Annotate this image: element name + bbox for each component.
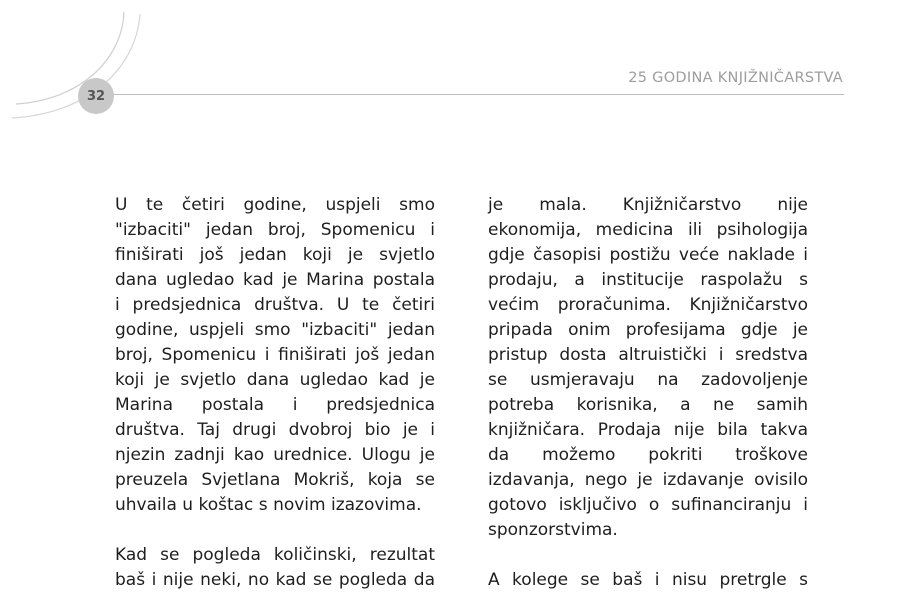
text-line: se usmjeravaju na zadovoljenje: [488, 370, 808, 390]
left-paragraph-2: [115, 543, 435, 593]
running-title: 25 GODINA KNJIŽNIČARSTVA: [628, 70, 843, 86]
text-line: sponzorstvima.: [488, 520, 618, 540]
text-line: "izbaciti" jedan broj, Spomenicu i: [115, 220, 435, 240]
text-line: knjižničara. Prodaja nije bila takva: [488, 420, 808, 440]
text-line: je mala. Knjižničarstvo nije: [488, 195, 808, 215]
text-line: i predsjednica društva. U te četiri: [115, 295, 435, 315]
text-line: koji je svjetlo dana ugledao kad je: [115, 370, 435, 390]
text-line: preuzela Svjetlana Mokriš, koja se: [115, 470, 435, 490]
text-line: većim proračunima. Knjižničarstvo: [488, 295, 808, 315]
text-line: pripada onim profesijama gdje je: [488, 320, 808, 340]
text-line: gotovo isključivo o sufinanciranju i: [488, 495, 808, 515]
text-line: prodaju, a institucije raspolažu s: [488, 270, 808, 290]
text-line: baš i nije neki, no kad se pogleda da: [115, 570, 435, 590]
text-line: U te četiri godine, uspjeli smo: [115, 195, 435, 215]
left-paragraph-1: [115, 193, 435, 518]
text-line: ekonomija, medicina ili psihologija: [488, 220, 808, 240]
text-line: broj, Spomenicu i finiširati još jedan: [115, 345, 435, 365]
left-column: [115, 193, 435, 593]
decorative-arc: [0, 0, 160, 130]
right-paragraph-2: [488, 568, 808, 593]
text-line: dana ugledao kad je Marina postala: [115, 270, 435, 290]
text-line: Kad se pogleda količinski, rezultat: [115, 545, 435, 565]
text-line: Marina postala i predsjednica: [115, 395, 435, 415]
text-line: njezin zadnji kao urednice. Ulogu je: [115, 445, 435, 465]
text-line: potreba korisnika, a ne samih: [488, 395, 808, 415]
text-line: A kolege se baš i nisu pretrgle s: [488, 570, 808, 590]
text-line: gdje časopisi postižu veće naklade i: [488, 245, 808, 265]
text-line: društva. Taj drugi dvobroj bio je i: [115, 420, 435, 440]
right-column: [488, 193, 808, 593]
page-number-badge: [78, 78, 114, 114]
text-line: izdavanja, nego je izdavanje ovisilo: [488, 470, 808, 490]
header-rule: [110, 94, 844, 95]
text-line: finiširati još jedan koji je svjetlo: [115, 245, 435, 265]
page-number: 32: [86, 88, 106, 104]
right-paragraph-1: [488, 193, 808, 543]
text-line: godine, uspjeli smo "izbaciti" jedan: [115, 320, 435, 340]
text-line: uhvaila u koštac s novim izazovima.: [115, 495, 422, 515]
text-line: pristup dosta altruistički i sredstva: [488, 345, 808, 365]
text-line: da možemo pokriti troškove: [488, 445, 808, 465]
